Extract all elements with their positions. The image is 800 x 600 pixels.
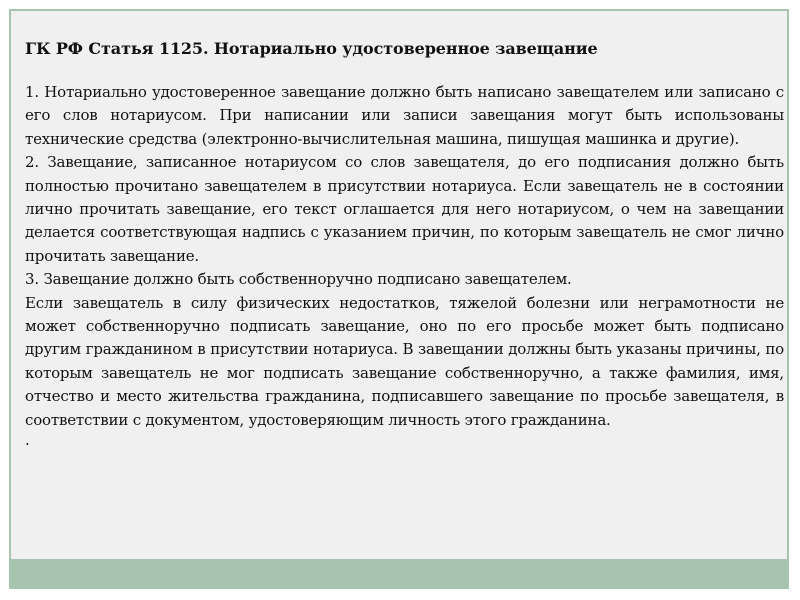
paragraph-3: 3. Завещание должно быть собственноручно подписано завещателем. [25, 270, 572, 289]
paragraph-1: 1. Нотариально удостоверенное завещание должно быть написано завещателем или записано с его слов нотариусом. При написании или записи завещания могут быть использованы технические средства (электронно-вычислительная машина, пишущая машинка и другие). [25, 83, 784, 148]
paragraph-4: Если завещатель в силу физических недостатков, тяжелой болезни или неграмотности не может собственноручно подписать завещание, оно по его просьбе может быть подписано другим гражданином в присутствии нотариуса. В завещании должны быть указаны причины, по которым завещатель не мог подписать завещание собственноручно, а также фамилия, имя, отчество и место жительства гражданина, подписавшего завещание по просьбе завещателя, в соответствии с документом, удостоверяющим личность этого гражданина. [25, 293, 784, 429]
text-block [25, 39, 784, 448]
trailing-mark: . [25, 431, 30, 450]
page-title: ГК РФ Статья 1125. Нотариально удостоверенное завещание [25, 39, 598, 58]
content-panel [11, 11, 787, 559]
paragraph-2: 2. Завещание, записанное нотариусом со слов завещателя, до его подписания должно быть полностью прочитано завещателем в присутствии нотариуса. Если завещатель не в состоянии лично прочитать завещание, его текст оглашается для него нотариусом, о чем на завещании делается соответствующая надпись с указанием причин, по которым завещатель не смог лично прочитать завещание. [25, 153, 784, 265]
